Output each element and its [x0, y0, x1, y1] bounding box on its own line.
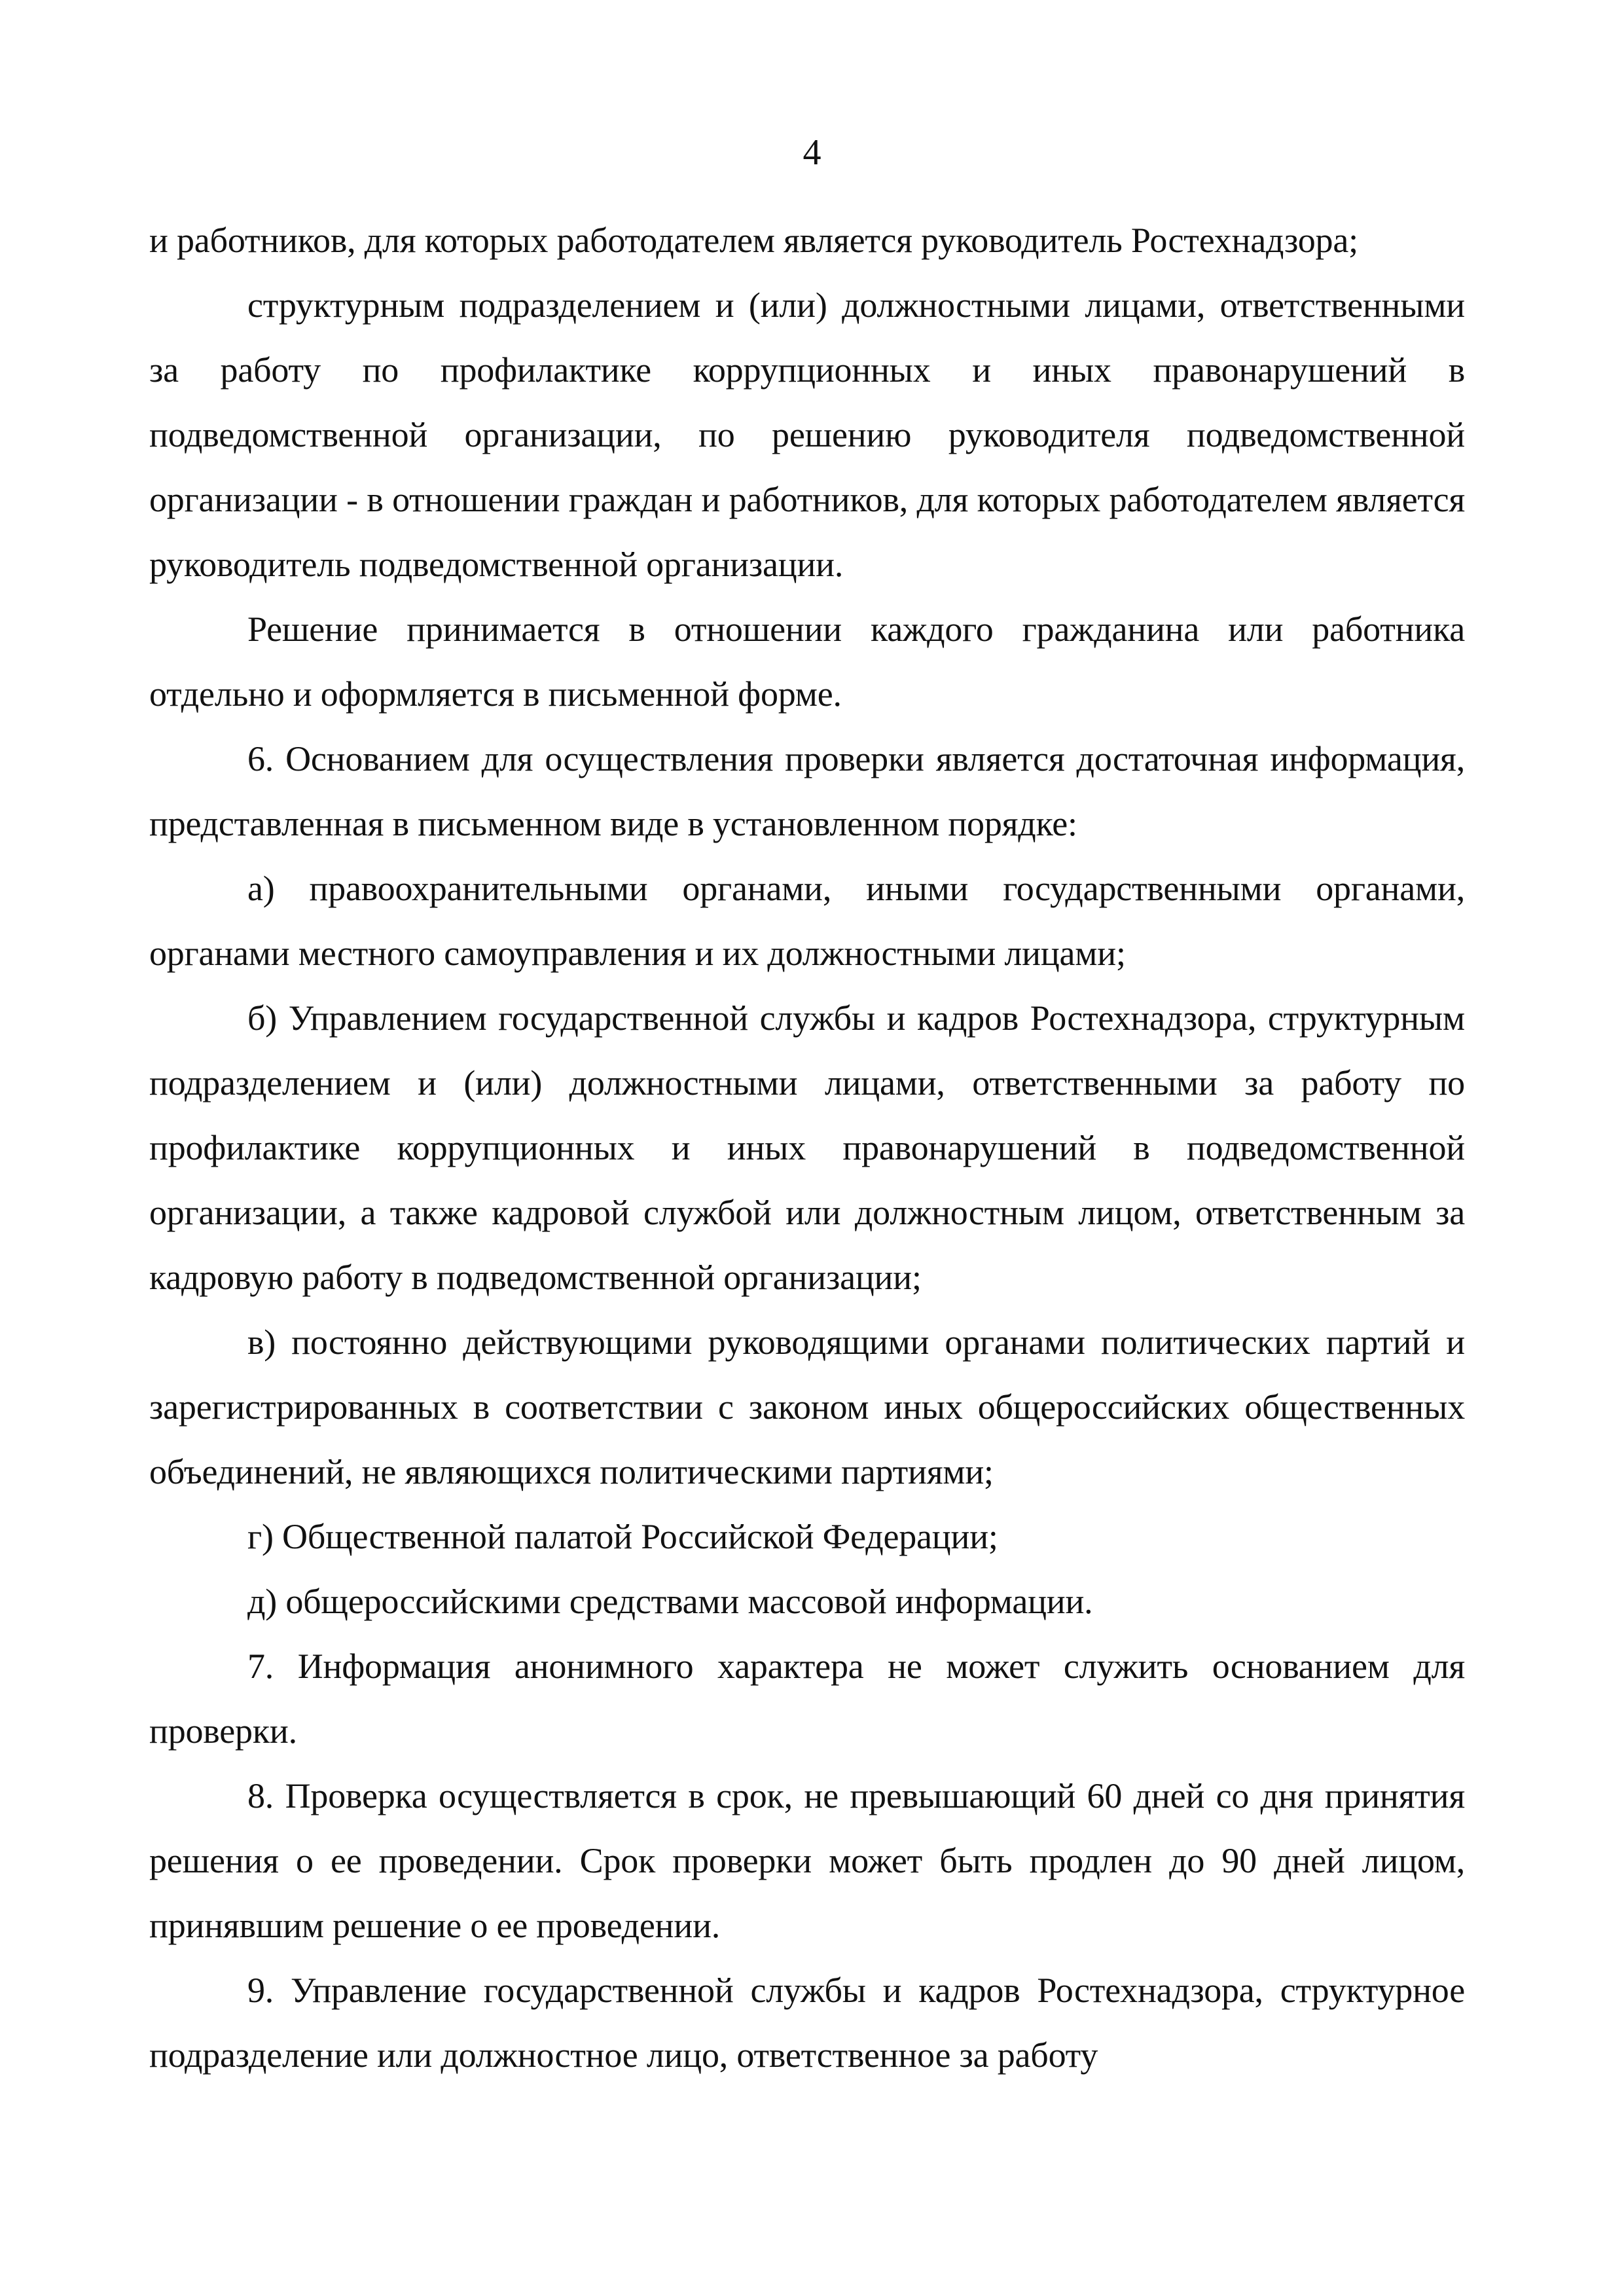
paragraph-item-6v: в) постоянно действующими руководящими органами политических партий и зарегистрированных в соответствии с законом иных общероссийских общественных объединений, не являющихся политическими партиями;	[149, 1322, 1465, 1491]
page-number: 4	[803, 132, 821, 173]
paragraph-item-6b: б) Управлением государственной службы и кадров Ростехнадзора, структурным подразделением и (или) должностными лицами, ответственными за работу по профилактике коррупционных и иных правонарушений в подведомственной организации, а также кадровой службой или должностным лицом, ответственным за кадровую работу в подведомственной организации;	[149, 998, 1465, 1297]
paragraph-item-6a: а) правоохранительными органами, иными государственными органами, органами местного самоуправления и их должностными лицами;	[149, 869, 1465, 973]
paragraph-item-6: 6. Основанием для осуществления проверки является достаточная информация, представленная в письменном виде в установленном порядке:	[149, 739, 1465, 843]
paragraph-item-6g: г) Общественной палатой Российской Федерации;	[247, 1517, 998, 1556]
paragraph-decision: Решение принимается в отношении каждого гражданина или работника отдельно и оформляется в письменной форме.	[149, 610, 1465, 714]
paragraph-subordinate-org: структурным подразделением и (или) должностными лицами, ответственными за работу по профилактике коррупционных и иных правонарушений в подведомственной организации, по решению руководителя подведомственной организации - в отношении граждан и работников, для которых работодателем является руководитель подведомственной организации.	[149, 285, 1465, 584]
paragraph-item-9: 9. Управление государственной службы и кадров Ростехнадзора, структурное подразделение или должностное лицо, ответственное за работу	[149, 1971, 1465, 2075]
paragraph-item-8: 8. Проверка осуществляется в срок, не превышающий 60 дней со дня принятия решения о ее проведении. Срок проверки может быть продлен до 90 дней лицом, принявшим решение о ее проведении.	[149, 1776, 1465, 1945]
paragraph-item-6d: д) общероссийскими средствами массовой информации.	[247, 1582, 1093, 1621]
document-body	[149, 208, 1465, 2088]
paragraph-continuation: и работников, для которых работодателем является руководитель Ростехнадзора;	[149, 221, 1358, 260]
paragraph-item-7: 7. Информация анонимного характера не может служить основанием для проверки.	[149, 1647, 1465, 1751]
